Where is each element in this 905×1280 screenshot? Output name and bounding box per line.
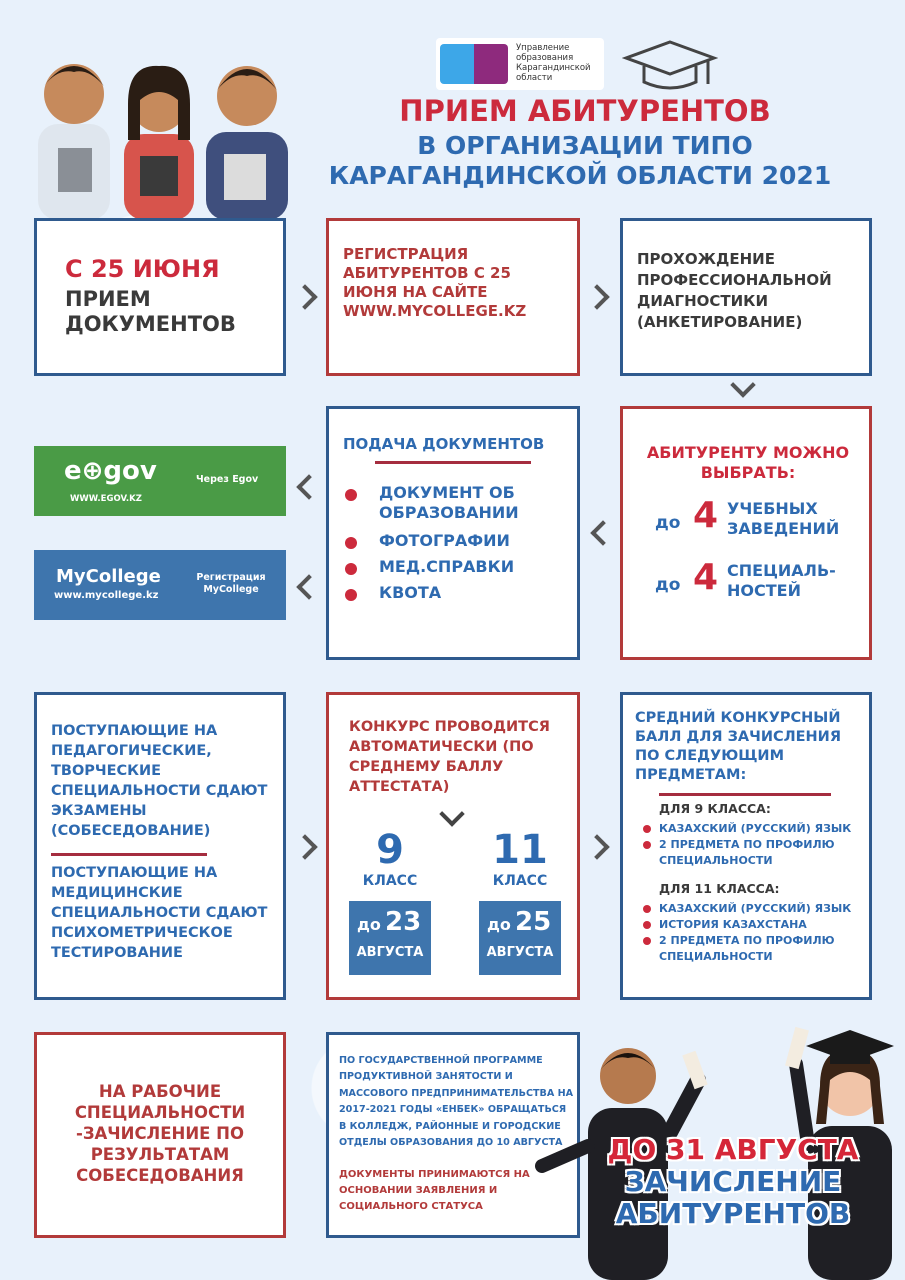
grade9-date-prefix: до (357, 915, 381, 934)
contest-box (326, 692, 580, 1000)
egov-url: WWW.EGOV.KZ (70, 494, 142, 504)
reception-text: ПРИЕМ ДОКУМЕНТОВ (65, 287, 236, 336)
list-item: ФОТОГРАФИИ (345, 531, 575, 551)
contest-title: КОНКУРС ПРОВОДИТСЯ АВТОМАТИЧЕСКИ (ПО СРЕДНЕМУ БАЛЛУ АТТЕСТАТА) (349, 719, 550, 795)
egov-logo: e⊕gov (64, 456, 157, 486)
divider (51, 853, 207, 856)
registration-text: РЕГИСТРАЦИЯ АБИТУРЕНТОВ С 25 ИЮНЯ НА САЙТЕ WWW.MYCOLLEGE.KZ (343, 245, 527, 320)
mycollege-url: www.mycollege.kz (54, 590, 159, 601)
students-illustration (28, 44, 298, 220)
subjects-g11-list (643, 901, 873, 965)
subjects-g11-title: ДЛЯ 11 КЛАССА: (659, 881, 780, 896)
step-document-reception (34, 218, 286, 376)
final-enrollment: ЗАЧИСЛЕНИЕ (624, 1165, 842, 1198)
grade11-month: АВГУСТА (486, 945, 554, 960)
grade11-label: КЛАСС (492, 873, 548, 889)
step-diagnostics (620, 218, 872, 376)
working-text: НА РАБОЧИЕ СПЕЦИАЛЬНОСТИ -ЗАЧИСЛЕНИЕ ПО РЕЗУЛЬТАТАМ СОБЕСЕДОВАНИЯ (74, 1082, 246, 1185)
exams-text-2: ПОСТУПАЮЩИЕ НА МЕДИЦИНСКИЕ СПЕЦИАЛЬНОСТИ СДАЮТ ПСИХОМЕТРИЧЕСКОЕ ТЕСТИРОВАНИЕ (51, 865, 268, 961)
divider (659, 793, 831, 796)
chevron-right-icon (584, 284, 609, 309)
step-registration (326, 218, 580, 376)
page-subtitle-1: В ОРГАНИЗАЦИИ ТИПО (417, 131, 753, 160)
list-item: ИСТОРИЯ КАЗАХСТАНА (643, 917, 873, 933)
mycollege-banner[interactable] (34, 550, 286, 620)
document-submission (326, 406, 580, 660)
chevron-right-icon (292, 284, 317, 309)
choice-title: АБИТУРЕНТУ МОЖНО ВЫБРАТЬ: (646, 443, 850, 482)
list-item: КАЗАХСКИЙ (РУССКИЙ) ЯЗЫК (643, 821, 873, 837)
chevron-left-icon (590, 520, 615, 545)
submission-title: ПОДАЧА ДОКУМЕНТОВ (343, 435, 545, 453)
choice-num-1: 4 (693, 495, 719, 536)
grade11-date-prefix: до (487, 915, 511, 934)
subjects-g9-title: ДЛЯ 9 КЛАССА: (659, 801, 771, 816)
list-item: 2 ПРЕДМЕТА ПО ПРОФИЛЮ СПЕЦИАЛЬНОСТИ (643, 837, 873, 869)
graduation-cap-icon (622, 38, 718, 94)
final-date: ДО 31 АВГУСТА (607, 1133, 859, 1166)
page-title: ПРИЕМ АБИТУРЕНТОВ (399, 94, 771, 128)
egov-label: Через Egov (196, 474, 259, 485)
grade11-number: 11 (492, 827, 548, 873)
logo-mark (440, 44, 474, 84)
choice-prefix-1: до (655, 513, 681, 533)
choice-text-2: СПЕЦИАЛЬ-НОСТЕЙ (727, 561, 836, 600)
org-logo (436, 38, 604, 90)
mycollege-label: Регистрация MyCollege (196, 572, 266, 595)
chevron-down-icon (730, 372, 755, 397)
divider (375, 461, 531, 464)
chevron-left-icon (296, 474, 321, 499)
subjects-box (620, 692, 872, 1000)
working-specialties-box (34, 1032, 286, 1238)
grade9-label: КЛАСС (362, 873, 418, 889)
grade9-number: 9 (376, 827, 404, 873)
list-item: КВОТА (345, 583, 575, 603)
exams-text-1: ПОСТУПАЮЩИЕ НА ПЕДАГОГИЧЕСКИЕ, ТВОРЧЕСКИЕ СПЕЦИАЛЬНОСТИ СДАЮТ ЭКЗАМЕНЫ (СОБЕСЕДОВАНИЕ) (51, 723, 268, 839)
grade9-month: АВГУСТА (356, 945, 424, 960)
grade9-deadline (349, 901, 431, 975)
submission-list (345, 483, 575, 603)
subjects-title: СРЕДНИЙ КОНКУРСНЫЙ БАЛЛ ДЛЯ ЗАЧИСЛЕНИЯ ПО СЛЕДУЮЩИМ ПРЕДМЕТАМ: (635, 710, 841, 783)
list-item: МЕД.СПРАВКИ (345, 557, 575, 577)
list-item: 2 ПРЕДМЕТА ПО ПРОФИЛЮ СПЕЦИАЛЬНОСТИ (643, 933, 873, 965)
grade9-date-num: 23 (385, 907, 422, 937)
enbek-text-2: ДОКУМЕНТЫ ПРИНИМАЮТСЯ НА ОСНОВАНИИ ЗАЯВЛЕНИЯ И СОЦИАЛЬНОГО СТАТУСА (339, 1169, 530, 1212)
choice-prefix-2: до (655, 575, 681, 595)
diagnostics-text: ПРОХОЖДЕНИЕ ПРОФЕССИОНАЛЬНОЙ ДИАГНОСТИКИ (АНКЕТИРОВАНИЕ) (637, 250, 832, 331)
chevron-down-icon (439, 801, 464, 826)
choice-text-1: УЧЕБНЫХ ЗАВЕДЕНИЙ (727, 499, 840, 538)
grade11-deadline (479, 901, 561, 975)
logo-text: Управление образования Карагандинской области (516, 43, 591, 83)
list-item: ДОКУМЕНТ ОБ ОБРАЗОВАНИИ (345, 483, 575, 523)
final-applicants: АБИТУРЕНТОВ (615, 1197, 851, 1230)
subjects-g9-list (643, 821, 873, 869)
logo-mark-2 (474, 44, 508, 84)
exams-box (34, 692, 286, 1000)
enbek-text-1: ПО ГОСУДАРСТВЕННОЙ ПРОГРАММЕ ПРОДУКТИВНОЙ ЗАНЯТОСТИ И МАССОВОГО ПРЕДПРИНИМАТЕЛЬСТВА НА 2017-2021 ГОДЫ «ЕНБЕК» ОБРАЩАТЬСЯ В КОЛЛЕДЖ, РАЙОННЫЕ И ГОРОДСКИЕ ОТДЕЛЫ ОБРАЗОВАНИЯ ДО 10 АВГУСТА (339, 1055, 574, 1149)
choice-box (620, 406, 872, 660)
chevron-right-icon (292, 834, 317, 859)
grade11-date-num: 25 (515, 907, 552, 937)
reception-date: С 25 ИЮНЯ (65, 255, 220, 283)
list-item: КАЗАХСКИЙ (РУССКИЙ) ЯЗЫК (643, 901, 873, 917)
chevron-right-icon (584, 834, 609, 859)
mycollege-logo: MyCollege (56, 566, 161, 587)
page-subtitle-2: КАРАГАНДИНСКОЙ ОБЛАСТИ 2021 (328, 161, 832, 190)
chevron-left-icon (296, 574, 321, 599)
choice-num-2: 4 (693, 557, 719, 598)
egov-banner[interactable] (34, 446, 286, 516)
